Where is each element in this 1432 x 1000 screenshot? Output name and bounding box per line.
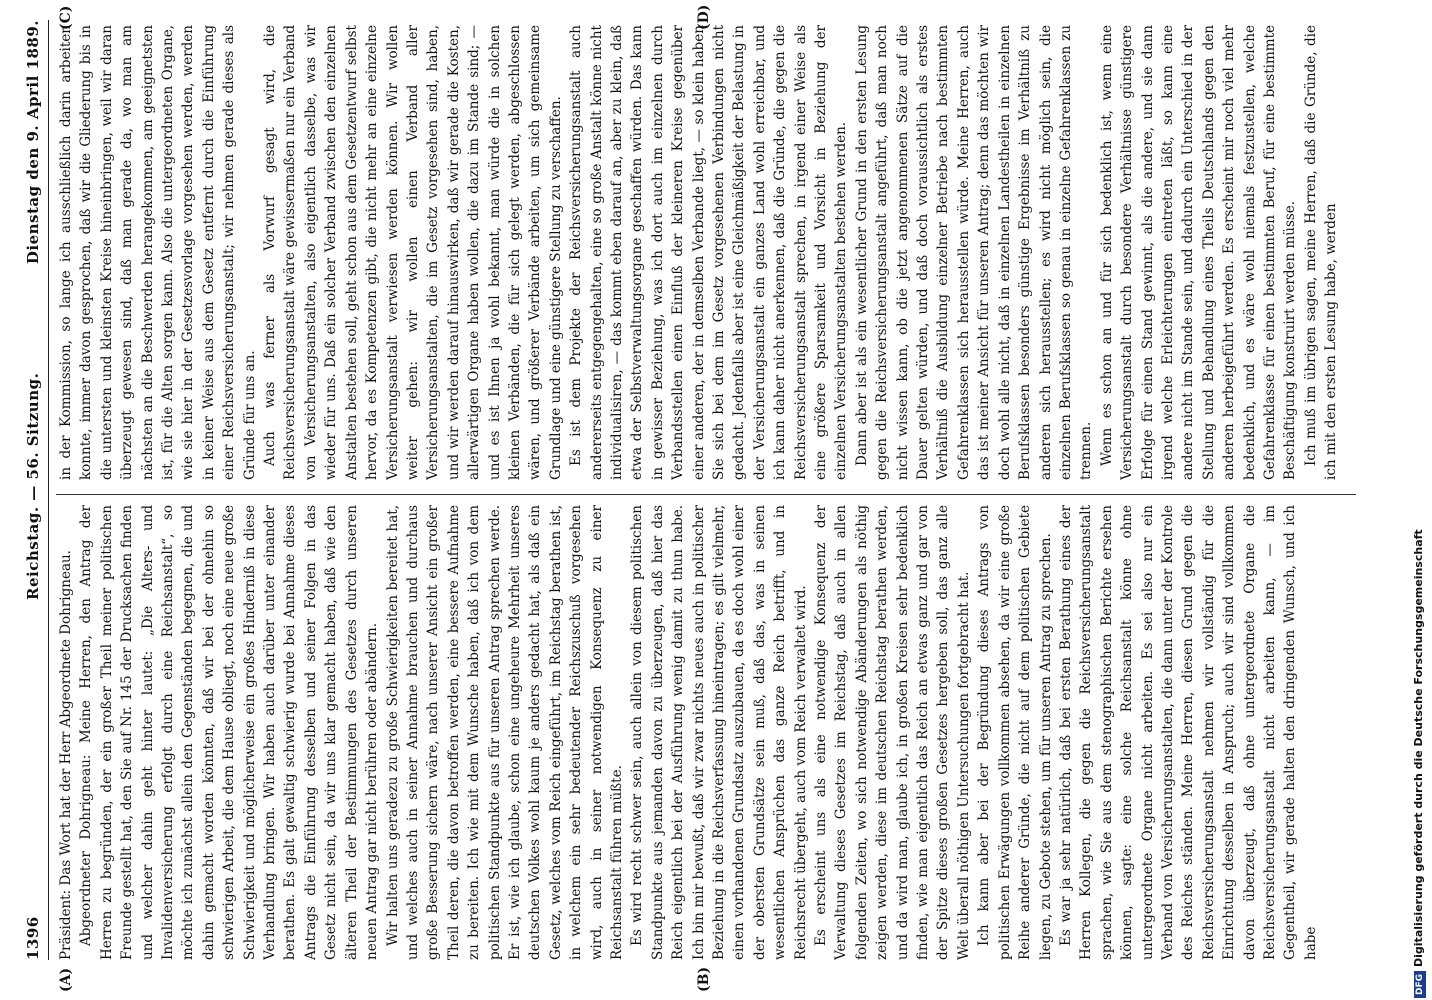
dfg-logo: DFG <box>1414 971 1426 998</box>
page-header <box>24 20 46 960</box>
paragraph: in der Kommission, so lange ich ausschließlich darin arbeiten konnte, immer davon gesprochen, daß wir die Gliederung bis in die untersten und kleinsten Kreise hineinbringen, weil wir daran überzeugt gewesen sind, daß man gerade da, wo man am nächsten an die Beschwerden herangekommen, am geeignetsten ist, für die Alten sorgen kann. Also die untergeordneten Organe, wie sie hier in der Gesetzesvorlage vorgesehen werden, werden in keiner Weise aus dem Gesetz entfernt durch die Einführung einer Reichsversicherungsanstalt; wir nehmen gerade dieses als Gründe für uns an. <box>58 25 258 480</box>
paragraph: Ich muß im übrigen sagen, meine Herren, daß die Gründe, die ich mit den ersten Lesung habe, werden <box>1302 25 1340 480</box>
right-column <box>56 25 1366 480</box>
paragraph: Es ist dem Projekte der Reichsversicherungsanstalt auch andererseits entgegengehalten, eine so große Anstalt könne nicht individualisiren, — das kommt eben darauf an, aber zu klein, daß etwa der Selbstverwaltungsorgane geschaffen würden. Das kann in gewisser Beziehung, was ich dort auch im einzelnen durch Verbandsstellen einen Einfluß der kleineren Kreise gegenüber einer anderen, der in demselben Verbande liegt, — so klein haben Sie sich bei dem im Gesetz vorgesehenen Verbindungen nicht gedacht. Jedenfalls aber ist eine Gleichmäßigkeit der Belastung in der Versicherungsanstalt ein ganzes Land wohl erreichbar, und ich kann daher nicht anerkennen, daß die Gründe, die gegen die Reichsversicherungsanstalt sprechen, in irgend einer Weise als eine größere Sparsamkeit und Vorsicht in Beziehung der einzelnen Versicherungsanstalten bestehen werden. <box>568 25 850 480</box>
left-column <box>56 505 1366 960</box>
paragraph: Wenn es schon an und für sich bedenklich ist, wenn eine Versicherungsanstalt durch besondere Verhältnisse günstigere Erfolge für einen Stand gewinnt, als die andere, und sie dann irgend welche Erleichterungen eintreten läßt, so kann eine andere nicht im Stande sein, und dadurch ein Unterschied in der Stellung und Behandlung eines Theils Deutschlands gegen den anderen herbeigeführt werden. Es erscheint mir noch viel mehr bedenklich, und es wäre wohl niemals festzustellen, welche Gefahrenklasse für einen bestimmten Beruf, für eine bestimmte Beschäftigung konstruirt werden müsse. <box>1098 25 1299 480</box>
header-rule <box>48 20 49 960</box>
paragraph: Wir halten uns geradezu zu große Schwierigkeiten bereitet hat, und welches auch in seiner Annahme brauchen und durchaus große Besserung sichern wäre, nach unserer Ansicht ein großer Theil deren, die davon betroffen werden, eine bessere Aufnahme zu bereiten. Ich wie mit dem Wunsche haben, daß ich von dem politischen Standpunkte aus für unseren Antrag sprechen werde. Er ist, wie ich glaube, schon eine ungeheure Mehrheit unseres deutschen Volkes wohl kaum je anders gedacht hat, als daß ein Gesetz, welches vom Reich eingeführt, im Reichstag berathen ist, in welchem ein sehr bedeutender Reichszuschuß vorgesehen wird, auch in seiner notwendigen Konsequenz zu einer Reichsanstalt führen müßte. <box>384 505 625 960</box>
paragraph: Es wird recht schwer sein, auch allein von diesem politischen Standpunkte aus jemanden davon zu überzeugen, daß hier das Reich eigentlich bei der Ausführung wenig damit zu thun habe. Ich bin mir bewußt, daß wir zwar nichts neues auch in politischer Beziehung in die Reichsverfassung hineintragen; es gilt vielmehr, einen vorhandenen Grundsatz auszubauen, da es doch wohl einer der obersten Grundsätze sein muß, daß das, was in seinen wesentlichen Ansprüchen das ganze Reich betrifft, und in Reichsrecht übergeht, auch vom Reich verwaltet wird. <box>629 505 809 960</box>
margin-marker-c: (C) <box>58 5 74 30</box>
margin-marker-d: (D) <box>696 4 712 30</box>
paragraph: Dann aber ist als ein wesentlicher Grund in den ersten Lesung gegen die Reichsversicherungsanstalt angeführt, daß man noch nicht wissen kann, ob die jetzt angenommenen Sätze auf die Dauer gelten würden, und daß doch voraussichtlich als erstes Verhältniß die Ausbildung einzelner Betriebe nach bestimmten Gefahrenklassen sich herausstellen würde. Meine Herren, auch das ist meiner Ansicht für unseren Antrag; denn das möchten wir doch wohl alle nicht, daß in einzelnen Landestheilen in einzelnen Berufsklassen besonders günstige Ergebnisse im Verhältniß zu anderen sich herausstellen; es wird nicht möglich sein, die einzelnen Berufsklassen so genau in einzelne Gefahrenklassen zu trennen. <box>853 25 1095 480</box>
rotated-page-content <box>16 0 1416 1000</box>
paragraph: Es war ja sehr natürlich, daß bei ersten Berathung eines der Herren Kollegen, die gegen die Reichsversicherungsanstalt sprachen, wie Sie aus dem stenographischen Berichte ersehen können, sagte: eine solche Reichsanstalt könne ohne untergeordnete Organe nicht arbeiten. Es sei also nur ein Verband von Versicherungsanstalten, die dann unter der Kontrole des Reiches ständen. Meine Herren, diesen Grund gegen die Reichsversicherungsanstalt nehmen wir vollständig für die Einrichtung desselben in Anspruch; auch wir sind vollkommen davon überzeugt, daß ohne untergeordnete Organe die Reichsversicherungsanstalt nicht arbeiten kann, — im Gegentheil, wir gerade halten den dringenden Wunsch, und ich habe <box>1057 505 1319 960</box>
paragraph: Präsident: Das Wort hat der Herr Abgeordnete Dohrigneau. <box>58 550 74 960</box>
paragraph: Es erscheint uns als eine notwendige Konsequenz der Verwaltung dieses Gesetzes im Reichstag, daß auch in allen folgenden Zeiten, wo sich notwendige Abänderungen als nöthig zeigen werden, diese im deutschen Reichstag berathen werden, und da wird man, glaube ich, in großen Kreisen sehr bedenklich finden, wie man eigentlich das Reich an etwas ganz und gar von der Spitze dieses großen Gesetzes hergeben soll, das ganz alle Welt überall nöthigen Untersuchungen fortgebracht hat. <box>813 505 972 960</box>
digitization-credit <box>1412 529 1426 998</box>
header-date: Dienstag den 9. April 1889. <box>24 20 42 265</box>
margin-marker-a: (A) <box>58 967 74 992</box>
credit-text: Digitalisierung gefördert durch die Deutsche Forschungsgemeinschaft <box>1412 529 1425 967</box>
paragraph: Ich kann aber bei der Begründung dieses Antrags von politischen Erwägungen vollkommen absehen, da wir eine große Reihe anderer Gründe, die nicht auf dem politischen Gebiete liegen, zu Gebote stehen, um für unseren Antrag zu sprechen. <box>976 505 1054 960</box>
paragraph: Auch was ferner als Vorwurf gesagt wird, die Reichsversicherungsanstalt wäre gewissermaßen nur ein Verband von Versicherungsanstalten, also eigentlich dasselbe, was wir wieder für uns. Daß ein solcher Verband zwischen den einzelnen Anstalten bestehen soll, geht schon aus dem Gesetzentwurf selbst hervor, da es Kompetenzen gibt, die nicht mehr an eine einzelne Versicherungsanstalt verwiesen werden können. Wir wollen weiter gehen: wir wollen einen Verband aller Versicherungsanstalten, die im Gesetz vorgesehen sind, haben, und wir werden darauf hinauswirken, daß wir gerade die Kosten, allerwärtigen Organe haben wollen, die dazu im Stande sind; — und es ist Ihnen ja wohl bekannt, man würde die in solchen kleinen Verbänden, die für sich gelegt werden, abgeschlossen wären, und größerer Verbände arbeiten, um sich gemeinsame Grundlage und eine günstigere Stellung zu verschaffen. <box>262 25 564 480</box>
page-number: 1396 <box>24 916 42 960</box>
header-title: Reichstag. — 56. Sitzung. <box>24 372 42 600</box>
column-divider <box>56 494 1356 495</box>
paragraph: Abgeordneter Dohrigneau: Meine Herren, den Antrag der Herren zu begründen, der ein großer Theil meiner politischen Freunde gestellt hat, den Sie auf Nr. 145 der Drucksachen finden und welcher dahin geht hinter lautet: „Die Alters- und Invalidenversicherung erfolgt durch eine Reichsanstalt“, so möchte ich zunächst allein den Gegenständen begegnen, die und dahin gemacht worden könnten, daß wir bei der ohnehin so schwierigen Arbeit, die dem Hause obliegt, noch eine neue große Schwierigkeit und möglicherweise ein großes Hinderniß in diese Verhandlung bringen. Wir haben auch darüber unter einander berathen. Es galt gewaltig schwierig wurde bei Annahme dieses Antrags die Einführung desselben und seiner Folgen in das Gesetz nicht sein, da wir uns klar gemacht haben, daß wie den älteren Theil der Bestimmungen des Gesetzes durch unseren neuen Antrag gar nicht berühren oder abändern. <box>78 505 381 960</box>
margin-marker-b: (B) <box>696 966 712 992</box>
